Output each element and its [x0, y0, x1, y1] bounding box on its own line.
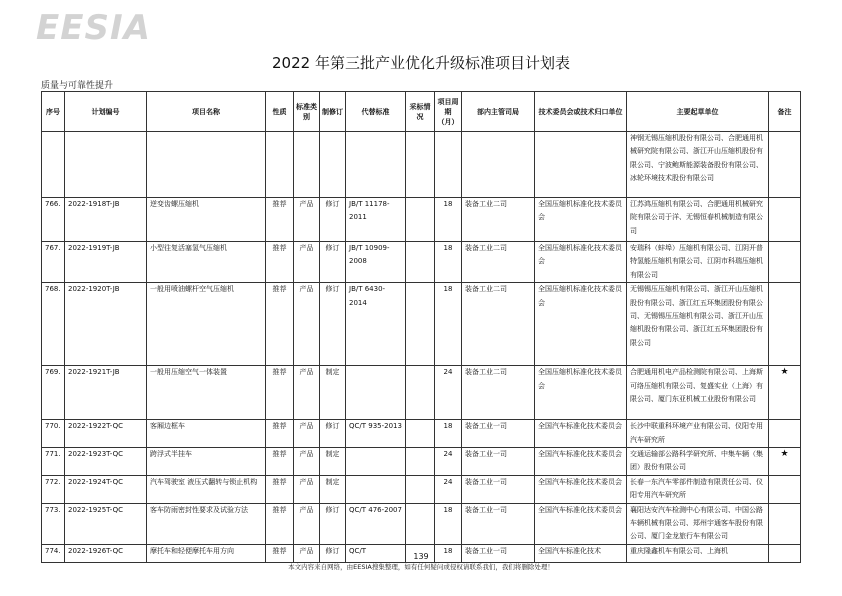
project-name-cell: 汽车驾驶室 液压式翻转与锁止机构	[147, 475, 266, 503]
nature-cell	[266, 132, 294, 198]
drafting-units-cell: 无锡锡压压缩机有限公司、浙江开山压缩机股份有限公司、浙江红五环集团股份有限公司、无锡锡压压缩机有限公司、浙江开山压缩机股份有限公司、浙江红五环集团股份有限公司	[627, 283, 769, 366]
department-cell: 装备工业二司	[462, 198, 535, 242]
technical-committee-cell: 全国汽车标准化技术	[535, 544, 627, 562]
nature-cell: 推荐	[266, 283, 294, 366]
row-number-cell	[42, 132, 65, 198]
standard-category-cell: 产品	[294, 475, 320, 503]
drafting-units-cell: 交通运输部公路科学研究所、中集车辆（集团）股份有限公司	[627, 448, 769, 476]
header-cell: 部内主管司局	[462, 92, 535, 132]
standard-category-cell	[294, 132, 320, 198]
period-months-cell: 18	[435, 242, 462, 283]
replaced-standard-cell	[346, 132, 406, 198]
plan-code-cell: 2022-1924T-QC	[65, 475, 147, 503]
header-cell: 代替标准	[346, 92, 406, 132]
revision-type-cell: 修订	[320, 420, 346, 448]
table-row	[42, 503, 801, 544]
nature-cell: 推荐	[266, 366, 294, 420]
note-cell	[769, 242, 801, 283]
replaced-standard-cell	[346, 448, 406, 476]
nature-cell: 推荐	[266, 420, 294, 448]
plan-code-cell: 2022-1920T-JB	[65, 283, 147, 366]
period-months-cell	[435, 132, 462, 198]
section-label: 质量与可靠性提升	[41, 81, 114, 91]
row-number-cell: 768.	[42, 283, 65, 366]
eesia-logo: EESIA	[36, 8, 151, 48]
header-cell: 项目周期（月）	[435, 92, 462, 132]
header-cell: 制修订	[320, 92, 346, 132]
project-name-cell	[147, 132, 266, 198]
note-cell: ★	[769, 448, 801, 476]
revision-type-cell	[320, 132, 346, 198]
header-cell: 主要起草单位	[627, 92, 769, 132]
plan-code-cell: 2022-1918T-JB	[65, 198, 147, 242]
replaced-standard-cell: JB/T 6430-2014	[346, 283, 406, 366]
project-name-cell: 跨浮式半挂车	[147, 448, 266, 476]
period-months-cell: 18	[435, 283, 462, 366]
table-row	[42, 132, 801, 198]
header-cell: 技术委员会或技术归口单位	[535, 92, 627, 132]
revision-type-cell: 修订	[320, 283, 346, 366]
note-cell	[769, 420, 801, 448]
project-name-cell: 一般用喷油螺杆空气压缩机	[147, 283, 266, 366]
table-row	[42, 420, 801, 448]
adoption-cell	[406, 420, 435, 448]
plan-code-cell: 2022-1919T-JB	[65, 242, 147, 283]
department-cell: 装备工业二司	[462, 366, 535, 420]
technical-committee-cell: 全国压缩机标准化技术委员会	[535, 198, 627, 242]
adoption-cell	[406, 198, 435, 242]
plan-code-cell: 2022-1923T-QC	[65, 448, 147, 476]
department-cell: 装备工业一司	[462, 475, 535, 503]
adoption-cell	[406, 283, 435, 366]
period-months-cell: 24	[435, 448, 462, 476]
plan-code-cell: 2022-1921T-JB	[65, 366, 147, 420]
project-name-cell: 客厢边框车	[147, 420, 266, 448]
note-cell: ★	[769, 366, 801, 420]
replaced-standard-cell: QC/T 476-2007	[346, 503, 406, 544]
technical-committee-cell: 全国汽车标准化技术委员会	[535, 503, 627, 544]
revision-type-cell: 修订	[320, 242, 346, 283]
page-title: 2022 年第三批产业优化升级标准项目计划表	[272, 54, 570, 72]
table-row	[42, 475, 801, 503]
drafting-units-cell: 襄阳达安汽车检测中心有限公司、中国公路车辆机械有限公司、郑州宇通客车股份有限公司、厦门金龙旅行车有限公司	[627, 503, 769, 544]
technical-committee-cell: 全国汽车标准化技术委员会	[535, 448, 627, 476]
period-months-cell: 18	[435, 503, 462, 544]
revision-type-cell: 修订	[320, 503, 346, 544]
replaced-standard-cell	[346, 366, 406, 420]
plan-code-cell: 2022-1926T-QC	[65, 544, 147, 562]
revision-type-cell: 制定	[320, 448, 346, 476]
adoption-cell	[406, 503, 435, 544]
project-name-cell: 逆变齿螺压缩机	[147, 198, 266, 242]
row-number-cell: 769.	[42, 366, 65, 420]
replaced-standard-cell	[346, 475, 406, 503]
adoption-cell	[406, 448, 435, 476]
standard-category-cell: 产品	[294, 198, 320, 242]
row-number-cell: 773.	[42, 503, 65, 544]
adoption-cell	[406, 475, 435, 503]
note-cell	[769, 132, 801, 198]
period-months-cell: 18	[435, 198, 462, 242]
drafting-units-cell: 长沙中联重科环境产业有限公司、仪阳专用汽车研究所	[627, 420, 769, 448]
technical-committee-cell: 全国汽车标准化技术委员会	[535, 475, 627, 503]
period-months-cell: 24	[435, 475, 462, 503]
row-number-cell: 766.	[42, 198, 65, 242]
nature-cell: 推荐	[266, 448, 294, 476]
drafting-units-cell: 安瑞科（蚌埠）压缩机有限公司、江阴开普特氢能压缩机有限公司、江阴市科瑞压缩机有限公司	[627, 242, 769, 283]
note-cell	[769, 475, 801, 503]
standard-category-cell: 产品	[294, 420, 320, 448]
standard-category-cell: 产品	[294, 242, 320, 283]
drafting-units-cell: 重庆隆鑫机车有限公司、上海机	[627, 544, 769, 562]
note-cell	[769, 503, 801, 544]
period-months-cell: 18	[435, 420, 462, 448]
table-row	[42, 283, 801, 366]
table-header-row	[42, 92, 801, 132]
row-number-cell: 772.	[42, 475, 65, 503]
department-cell: 装备工业一司	[462, 448, 535, 476]
adoption-cell	[406, 366, 435, 420]
technical-committee-cell	[535, 132, 627, 198]
nature-cell: 推荐	[266, 544, 294, 562]
standard-category-cell: 产品	[294, 503, 320, 544]
table-row	[42, 198, 801, 242]
replaced-standard-cell: JB/T 10909-2008	[346, 242, 406, 283]
nature-cell: 推荐	[266, 242, 294, 283]
drafting-units-cell: 江苏鸿压缩机有限公司、合肥通用机械研究院有限公司于洋、无锡恒春机械制造有限公司	[627, 198, 769, 242]
adoption-cell	[406, 242, 435, 283]
nature-cell: 推荐	[266, 198, 294, 242]
plan-code-cell: 2022-1925T-QC	[65, 503, 147, 544]
header-cell: 备注	[769, 92, 801, 132]
plan-code-cell: 2022-1922T-QC	[65, 420, 147, 448]
table-row	[42, 448, 801, 476]
drafting-units-cell: 合肥通用机电产品检测院有限公司、上海斯可络压缩机有限公司、复盛实业（上海）有限公司、厦门东亚机械工业股份有限公司	[627, 366, 769, 420]
row-number-cell: 774.	[42, 544, 65, 562]
revision-type-cell: 修订	[320, 544, 346, 562]
page-number: 139	[413, 552, 429, 561]
period-months-cell: 24	[435, 366, 462, 420]
technical-committee-cell: 全国汽车标准化技术委员会	[535, 420, 627, 448]
replaced-standard-cell: QC/T	[346, 544, 406, 562]
standard-category-cell: 产品	[294, 283, 320, 366]
footer-disclaimer: 本文内容来自网络，由EESIA搜集整理，如有任何疑问或侵权请联系我们，我们将删除处理！	[288, 563, 554, 571]
row-number-cell: 771.	[42, 448, 65, 476]
row-number-cell: 770.	[42, 420, 65, 448]
note-cell	[769, 283, 801, 366]
header-cell: 性质	[266, 92, 294, 132]
row-number-cell: 767.	[42, 242, 65, 283]
technical-committee-cell: 全国压缩机标准化技术委员会	[535, 283, 627, 366]
department-cell: 装备工业二司	[462, 242, 535, 283]
header-cell: 标准类别	[294, 92, 320, 132]
department-cell: 装备工业一司	[462, 544, 535, 562]
plan-code-cell	[65, 132, 147, 198]
header-cell: 序号	[42, 92, 65, 132]
revision-type-cell: 修订	[320, 198, 346, 242]
table-row	[42, 366, 801, 420]
nature-cell: 推荐	[266, 503, 294, 544]
header-cell: 计划编号	[65, 92, 147, 132]
drafting-units-cell: 神钢无锡压缩机股份有限公司、合肥通用机械研究院有限公司、浙江开山压缩机股份有限公司、宁波鲍斯能源装备股份有限公司、冰轮环境技术股份有限公司	[627, 132, 769, 198]
drafting-units-cell: 长春一东汽车零部件制造有限责任公司、仪阳专用汽车研究所	[627, 475, 769, 503]
table-row	[42, 242, 801, 283]
standard-category-cell: 产品	[294, 448, 320, 476]
header-cell: 采标情况	[406, 92, 435, 132]
project-name-cell: 小型往复活塞氢气压缩机	[147, 242, 266, 283]
replaced-standard-cell: QC/T 935-2013	[346, 420, 406, 448]
department-cell: 装备工业二司	[462, 283, 535, 366]
technical-committee-cell: 全国压缩机标准化技术委员会	[535, 366, 627, 420]
department-cell	[462, 132, 535, 198]
nature-cell: 推荐	[266, 475, 294, 503]
standard-category-cell: 产品	[294, 544, 320, 562]
note-cell	[769, 198, 801, 242]
replaced-standard-cell: JB/T 11178-2011	[346, 198, 406, 242]
revision-type-cell: 制定	[320, 366, 346, 420]
adoption-cell	[406, 132, 435, 198]
period-months-cell: 18	[435, 544, 462, 562]
project-name-cell: 摩托车和轻便摩托车用方向	[147, 544, 266, 562]
technical-committee-cell: 全国压缩机标准化技术委员会	[535, 242, 627, 283]
header-cell: 项目名称	[147, 92, 266, 132]
standards-plan-table	[41, 91, 801, 563]
department-cell: 装备工业一司	[462, 420, 535, 448]
department-cell: 装备工业一司	[462, 503, 535, 544]
revision-type-cell: 制定	[320, 475, 346, 503]
project-name-cell: 客车防雨密封性要求及试验方法	[147, 503, 266, 544]
project-name-cell: 一般用压缩空气一体装置	[147, 366, 266, 420]
standard-category-cell: 产品	[294, 366, 320, 420]
